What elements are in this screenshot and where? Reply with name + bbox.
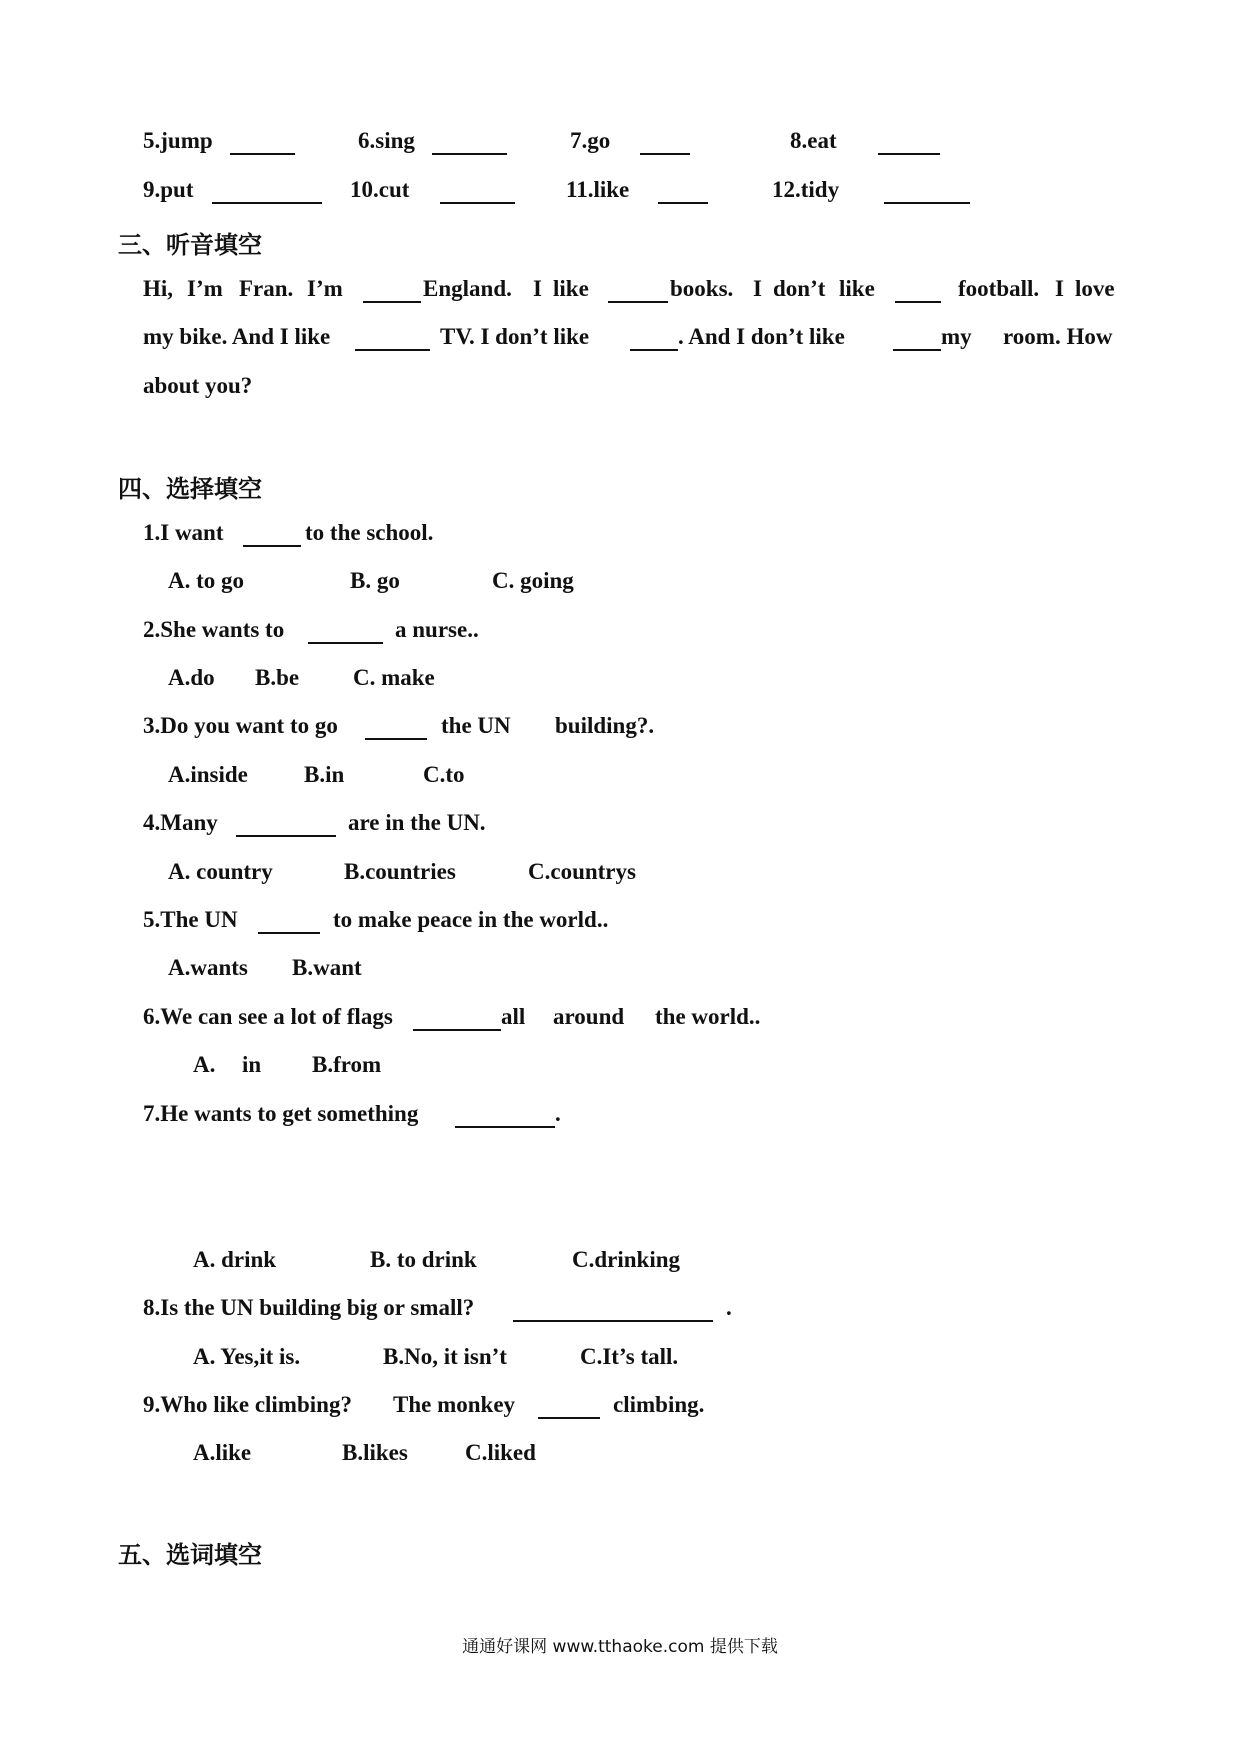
question-8-options (0, 1344, 1240, 1374)
vocab-item: 7.go (570, 128, 611, 153)
answer-blank[interactable] (413, 1028, 501, 1031)
option[interactable]: A.wants (168, 955, 248, 980)
question-6: 6.We can see a lot of flags all around the world.. (143, 1004, 761, 1029)
answer-blank[interactable] (363, 300, 421, 303)
question-3: 3.Do you want to go the UN building?. (143, 713, 655, 738)
option[interactable]: in (242, 1052, 262, 1077)
option[interactable]: B.countries (344, 859, 456, 884)
answer-blank[interactable] (878, 152, 940, 155)
answer-blank[interactable] (243, 544, 301, 547)
question-1-options (0, 568, 1240, 598)
answer-blank[interactable] (365, 737, 427, 740)
option[interactable]: B.in (304, 762, 345, 787)
question-5: 5.The UN to make peace in the world.. (143, 907, 609, 932)
answer-blank[interactable] (630, 348, 678, 351)
question-5-options (0, 955, 1240, 985)
question-9: 9.Who like climbing? The monkey climbing. (143, 1392, 705, 1417)
option[interactable]: C. going (492, 568, 574, 593)
listening-line-1: Hi, I’m Fran. I’m England. I like books. I don’t like football. I love (143, 276, 1115, 301)
option[interactable]: A. Yes,it is. (193, 1344, 301, 1369)
option[interactable]: A.like (193, 1440, 252, 1465)
vocab-item: 5.jump (143, 128, 213, 153)
option[interactable]: C. make (353, 665, 435, 690)
option[interactable]: C.It’s tall. (580, 1344, 679, 1369)
vocab-item: 6.sing (358, 128, 415, 153)
question-6-options (0, 1052, 1240, 1082)
option[interactable]: B.likes (342, 1440, 408, 1465)
page-footer: 通通好课网 www.tthaoke.com 提供下载 (462, 1637, 778, 1657)
answer-blank[interactable] (455, 1125, 555, 1128)
answer-blank[interactable] (440, 201, 515, 204)
question-4-options (0, 859, 1240, 889)
question-7-options (0, 1247, 1240, 1277)
answer-blank[interactable] (212, 201, 322, 204)
option[interactable]: C.drinking (572, 1247, 681, 1272)
answer-blank[interactable] (658, 201, 708, 204)
question-9-options (0, 1440, 1240, 1470)
answer-blank[interactable] (640, 152, 690, 155)
question-2: 2.She wants to a nurse.. (143, 617, 479, 642)
vocab-item: 10.cut (350, 177, 410, 202)
answer-blank[interactable] (308, 641, 383, 644)
option[interactable]: B.want (292, 955, 362, 980)
option[interactable]: B. go (350, 568, 400, 593)
option[interactable]: A. drink (193, 1247, 277, 1272)
answer-blank[interactable] (895, 300, 941, 303)
question-2-options (0, 665, 1240, 695)
answer-blank[interactable] (608, 300, 668, 303)
option[interactable]: C.liked (465, 1440, 536, 1465)
answer-blank[interactable] (893, 348, 941, 351)
option[interactable]: C.countrys (528, 859, 636, 884)
option[interactable]: B.No, it isn’t (383, 1344, 507, 1369)
answer-blank[interactable] (230, 152, 295, 155)
option[interactable]: B.from (312, 1052, 382, 1077)
option[interactable]: B. to drink (370, 1247, 477, 1272)
vocab-item: 12.tidy (772, 177, 840, 202)
answer-blank[interactable] (236, 834, 336, 837)
vocab-item: 9.put (143, 177, 194, 202)
answer-blank[interactable] (258, 931, 320, 934)
vocab-row-1 (0, 128, 1240, 158)
vocab-row-2 (0, 177, 1240, 207)
section-3-title: 三、听音填空 (118, 231, 262, 259)
answer-blank[interactable] (432, 152, 507, 155)
section-5-title: 五、选词填空 (118, 1541, 262, 1569)
listening-line-2: my bike. And I like TV. I don’t like . And I don’t like my room. How (143, 324, 1113, 349)
answer-blank[interactable] (513, 1319, 713, 1322)
vocab-item: 11.like (566, 177, 630, 202)
question-3-options (0, 762, 1240, 792)
question-7: 7.He wants to get something . (143, 1101, 561, 1126)
question-1: 1.I want to the school. (143, 520, 434, 545)
answer-blank[interactable] (355, 348, 430, 351)
answer-blank[interactable] (884, 201, 970, 204)
option[interactable]: A. (193, 1052, 216, 1077)
option[interactable]: A. to go (168, 568, 245, 593)
section-4-title: 四、选择填空 (118, 475, 262, 503)
option[interactable]: C.to (423, 762, 465, 787)
option[interactable]: A. country (168, 859, 273, 884)
option[interactable]: B.be (255, 665, 300, 690)
answer-blank[interactable] (538, 1416, 600, 1419)
vocab-item: 8.eat (790, 128, 837, 153)
question-4: 4.Many are in the UN. (143, 810, 486, 835)
question-8: 8.Is the UN building big or small? . (143, 1295, 732, 1320)
listening-line-3: about you? (143, 373, 253, 398)
option[interactable]: A.inside (168, 762, 248, 787)
option[interactable]: A.do (168, 665, 215, 690)
